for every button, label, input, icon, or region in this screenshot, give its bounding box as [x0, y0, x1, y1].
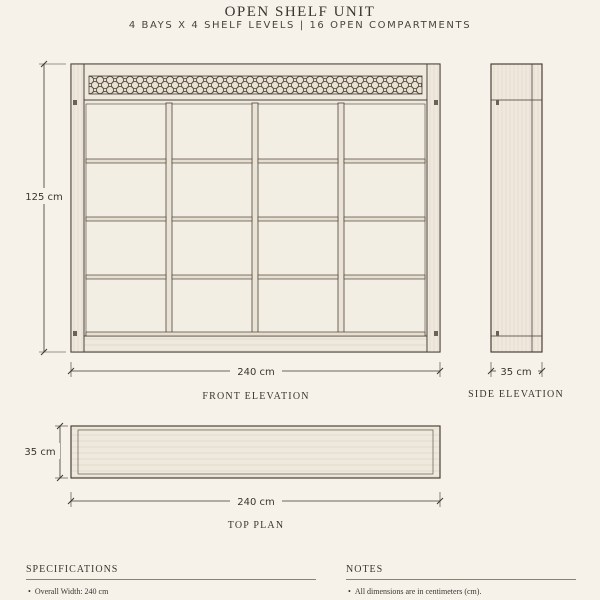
hinge-mark [73, 331, 77, 336]
hinge-mark [496, 331, 499, 336]
notes-heading: NOTES [346, 564, 384, 575]
hinge-mark [73, 100, 77, 105]
front-height-label: 125 cm [25, 192, 63, 203]
front-width-label: 240 cm [237, 367, 275, 378]
notes-rule [346, 579, 576, 580]
note-item-text: All dimensions are in centimeters (cm). [354, 587, 482, 596]
drawing-title: OPEN SHELF UNIT [224, 4, 376, 20]
specifications-rule [26, 579, 316, 580]
hinge-mark [434, 331, 438, 336]
front-elevation [22, 61, 443, 402]
top-depth-label: 35 cm [24, 447, 56, 458]
bay-divider [166, 103, 172, 336]
bay-divider [338, 103, 344, 336]
specifications-heading: SPECIFICATIONS [26, 564, 119, 575]
bullet-icon: • [28, 587, 31, 596]
top-width-label: 240 cm [237, 497, 275, 508]
lattice-panel [89, 76, 422, 94]
hinge-mark [496, 100, 499, 105]
bay-divider [252, 103, 258, 336]
side-elevation-label: SIDE ELEVATION [468, 389, 564, 400]
front-right-post [427, 64, 440, 352]
drawing-subtitle: 4 BAYS X 4 SHELF LEVELS | 16 OPEN COMPARTMENTS [128, 20, 472, 31]
top-plan-outline [71, 426, 440, 478]
spec-item [28, 587, 108, 596]
top-plan [22, 423, 443, 531]
front-width-dimension [68, 362, 443, 379]
top-depth-dimension [22, 423, 68, 481]
spec-item-text: Overall Width: 240 cm [34, 587, 109, 596]
side-depth-label: 35 cm [500, 367, 532, 378]
note-item [348, 587, 481, 596]
front-height-dimension [22, 61, 66, 355]
front-left-post [71, 64, 84, 352]
bullet-icon: • [348, 587, 351, 596]
top-plan-label: TOP PLAN [227, 520, 285, 531]
front-plinth [84, 336, 427, 352]
side-panel [491, 64, 542, 352]
hinge-mark [434, 100, 438, 105]
side-elevation [468, 64, 564, 400]
side-depth-dimension [488, 362, 545, 379]
front-elevation-label: FRONT ELEVATION [202, 391, 310, 402]
top-width-dimension [68, 492, 443, 509]
